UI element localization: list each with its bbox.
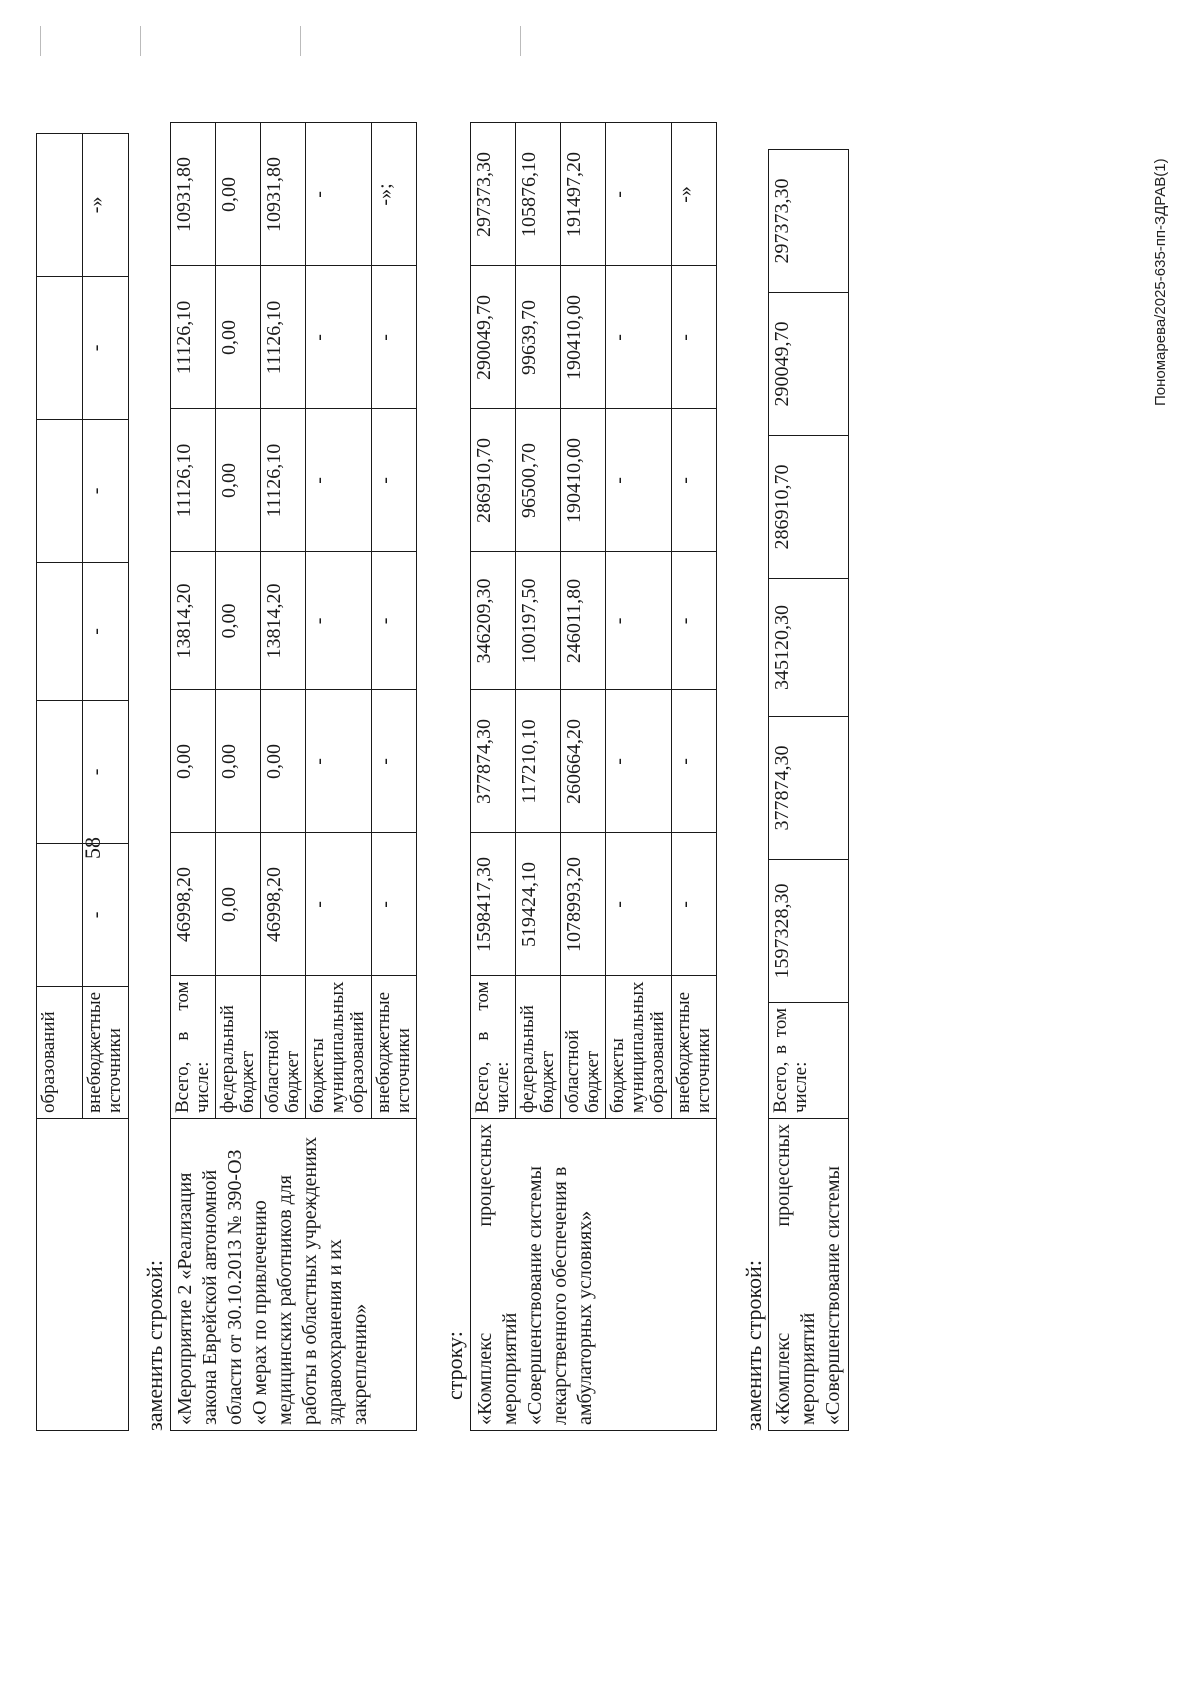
value-cell: - <box>372 552 417 690</box>
source-cell: бюджеты муниципальных образований <box>306 976 372 1119</box>
value-cell: - <box>306 552 372 690</box>
value-cell: - <box>306 833 372 976</box>
value-cell: 1078993,20 <box>561 833 606 976</box>
value-cell: -» <box>672 123 717 266</box>
table-continuation <box>36 133 129 1431</box>
complex-name-cell: «Комплекс процессных мероприятий «Совершенствование системы <box>769 1119 849 1431</box>
value-cell: 99639,70 <box>516 266 561 409</box>
value-cell: - <box>306 266 372 409</box>
source-cell: областной бюджет <box>261 976 306 1119</box>
scan-mark <box>520 26 521 56</box>
scan-mark <box>300 26 301 56</box>
value-cell: 345120,30 <box>769 579 849 717</box>
value-cell: - <box>306 123 372 266</box>
value-cell: 11126,10 <box>261 266 306 409</box>
table-row <box>171 123 216 1431</box>
value-cell: 10931,80 <box>261 123 306 266</box>
value-cell: 0,00 <box>171 690 216 833</box>
caption-replace: заменить строкой: <box>741 1260 766 1431</box>
value-cell: - <box>306 690 372 833</box>
caption-replace: заменить строкой: <box>142 1260 167 1431</box>
value-cell: 377874,30 <box>769 717 849 860</box>
value-cell: - <box>372 690 417 833</box>
value-cell: 190410,00 <box>561 266 606 409</box>
value-cell: - <box>606 266 672 409</box>
table-complex-2 <box>768 149 849 1431</box>
value-cell: 519424,10 <box>516 833 561 976</box>
value-cell: 0,00 <box>216 123 261 266</box>
table-measure-2 <box>170 122 417 1431</box>
value-cell: 190410,00 <box>561 409 606 552</box>
source-cell: бюджеты муниципальных образований <box>606 976 672 1119</box>
value-cell: - <box>672 266 717 409</box>
table-row <box>37 133 83 1430</box>
source-cell: Всего, том в числе: <box>171 976 216 1119</box>
value-cell: - <box>372 833 417 976</box>
value-cell: - <box>306 409 372 552</box>
value-cell: 105876,10 <box>516 123 561 266</box>
value-cell: 290049,70 <box>769 293 849 436</box>
value-cell: - <box>372 409 417 552</box>
value-cell: 0,00 <box>216 690 261 833</box>
source-cell: внебюджетные источники <box>372 976 417 1119</box>
value-cell: 377874,30 <box>471 690 516 833</box>
value-cell: 346209,30 <box>471 552 516 690</box>
value-cell: 46998,20 <box>171 833 216 976</box>
value-cell: - <box>606 690 672 833</box>
source-cell: Всего, том в числе: <box>471 976 516 1119</box>
value-cell: 1598417,30 <box>471 833 516 976</box>
source-cell: внебюджетные источники <box>672 976 717 1119</box>
value-cell: - <box>606 552 672 690</box>
value-cell: 10931,80 <box>171 123 216 266</box>
table-row <box>769 150 849 1431</box>
source-cell: Всего, том в числе: <box>769 1003 849 1119</box>
value-cell: - <box>83 700 129 843</box>
value-cell: - <box>372 266 417 409</box>
value-cell: - <box>606 833 672 976</box>
value-cell: - <box>672 690 717 833</box>
value-cell: - <box>606 123 672 266</box>
scan-mark <box>40 26 41 56</box>
value-cell: 13814,20 <box>171 552 216 690</box>
value-cell: 0,00 <box>216 266 261 409</box>
complex-name-cell: «Комплекс процессных мероприятий «Совершенствование системы лекарственного обеспечения в амбулаторных условиях» <box>471 1119 717 1431</box>
caption-row: строку: <box>442 1331 467 1400</box>
value-cell: 13814,20 <box>261 552 306 690</box>
value-cell: 297373,30 <box>471 123 516 266</box>
value-cell: 11126,10 <box>261 409 306 552</box>
scan-mark <box>140 26 141 56</box>
source-cell: федеральный бюджет <box>516 976 561 1119</box>
value-cell: 260664,20 <box>561 690 606 833</box>
value-cell: 11126,10 <box>171 409 216 552</box>
table-row <box>471 123 516 1431</box>
value-cell: - <box>83 276 129 419</box>
value-cell: - <box>83 562 129 700</box>
value-cell: 286910,70 <box>471 409 516 552</box>
value-cell: 0,00 <box>216 409 261 552</box>
value-cell: - <box>672 409 717 552</box>
value-cell: -»; <box>372 123 417 266</box>
value-cell: 0,00 <box>216 833 261 976</box>
source-cell: образований <box>37 986 83 1118</box>
table-complex-1 <box>470 122 717 1431</box>
footer-doc-code: Пономарева/2025-635-пп-ЗДРАВ(1) <box>1152 158 1169 406</box>
value-cell: 297373,30 <box>769 150 849 293</box>
value-cell: - <box>606 409 672 552</box>
value-cell: -» <box>83 133 129 276</box>
page-number: 58 <box>80 837 105 859</box>
source-cell: внебюджетные источники <box>83 986 129 1118</box>
value-cell: - <box>83 419 129 562</box>
value-cell: 11126,10 <box>171 266 216 409</box>
measure-name-cell: «Мероприятие 2 «Реализация закона Еврейской автономной области от 30.10.2013 № 390-ОЗ «О мерах по привлечению медицинских работников для работы в областных учреждениях здравоохранения и их закреплению» <box>171 1119 417 1431</box>
value-cell: - <box>672 833 717 976</box>
value-cell: 96500,70 <box>516 409 561 552</box>
value-cell: 100197,50 <box>516 552 561 690</box>
value-cell: - <box>672 552 717 690</box>
value-cell: 286910,70 <box>769 436 849 579</box>
value-cell: - <box>83 843 129 986</box>
value-cell: 246011,80 <box>561 552 606 690</box>
value-cell: 1597328,30 <box>769 860 849 1003</box>
source-cell: областной бюджет <box>561 976 606 1119</box>
value-cell: 117210,10 <box>516 690 561 833</box>
value-cell: 0,00 <box>261 690 306 833</box>
value-cell: 191497,20 <box>561 123 606 266</box>
value-cell: 290049,70 <box>471 266 516 409</box>
source-cell: федеральный бюджет <box>216 976 261 1119</box>
name-cell <box>37 1119 129 1431</box>
value-cell: 0,00 <box>216 552 261 690</box>
value-cell: 46998,20 <box>261 833 306 976</box>
